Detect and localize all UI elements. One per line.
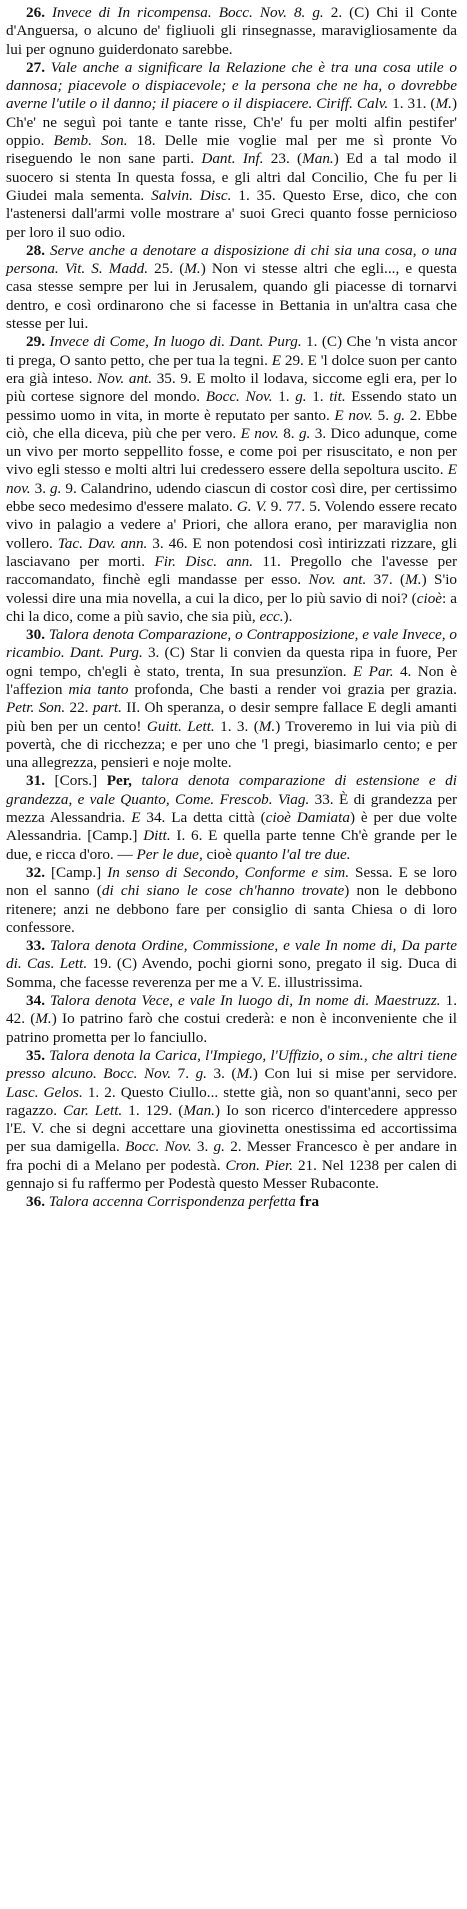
entry-text: M. [236, 1065, 253, 1083]
dictionary-entry-33 [6, 937, 457, 992]
entry-text: Salvin. Disc. [151, 186, 232, 204]
dictionary-entry-29 [6, 333, 457, 626]
entry-text: 1. (C) Che 'n vista ancor ti pregа, O santo petto, che per tua la tegni. [6, 333, 458, 369]
entry-text: 9. 77. 5. Volendo essere recato vivo in palagio a vedere a' Priori, che allora erano, per maraviglia non vollero. [6, 498, 457, 552]
entry-text: mia tanto [68, 680, 129, 698]
entry-text: ) Non vi stesse altri che egli..., e questa casa stesse sempre per lui in Jerusalem, quando gli piacesse di tornarvi dentro, e così ordinarono che si facesse in Bettania in un'altra casa che stesse per lui. [6, 260, 457, 333]
entry-text: 29. E 'l dolce suon per canto era già inteso. [6, 351, 457, 387]
entry-text: Guitt. Lett. [146, 717, 215, 735]
entry-text: g. [393, 406, 406, 424]
entry-text: ecc. [259, 607, 284, 625]
entry-text: ). [283, 607, 293, 625]
entry-text: Car. Lett. [63, 1101, 123, 1119]
entry-text: ) è per due volte Alessandria. [Camp.] [6, 809, 457, 845]
entry-text: Talora denota Ordine, Commissione, e vale In nome di, Da parte di. Cas. Lett. [6, 937, 457, 973]
entry-number: 30. [26, 626, 45, 644]
dictionary-entry-34 [6, 992, 457, 1047]
entry-text: g. [213, 1138, 225, 1156]
entry-text: Fir. Disc. ann. [154, 552, 253, 570]
dictionary-entry-28 [6, 242, 457, 333]
entry-text: 3. [30, 479, 51, 497]
entry-text: 1. 35. Questo Erse, dico, che con l'astenersi dall'armi volle mostrare a' suoi Greci quanto fosse pernicioso per loro il suo odio. [6, 186, 457, 241]
entry-text: Talora denota la Carica, l'Impiego, l'Uffizio, o sim., che altri tiene presso alcuno. Bocc. Nov. [6, 1046, 457, 1083]
entry-text: 7. [171, 1065, 196, 1083]
entry-text: tit. [329, 388, 346, 406]
entry-text: Invece di In ricompensa. Bocc. Nov. 8. g. [44, 4, 324, 21]
entry-number: 33. [26, 937, 45, 955]
entry-text: E nov. [240, 424, 279, 442]
entry-text: Talora accenna Corrispondenza perfetta [44, 1193, 300, 1211]
entry-text: Nov. ant. [97, 369, 153, 387]
entry-text: ) Troveremo in lui via più di povertà, che di ricchezza; e per uno che 'l pregi, biasimarlo cento; e per una allegrezza, pensieri e noje molte. [6, 717, 457, 772]
entry-text: ) Ed a tal modo il suocero si stenta In questa fossa, e gli altri dal Concilio, Che fu per li Giudei mala sementa. [6, 150, 457, 204]
entry-text: ) S'io volessi dire una mia novella, a cui la dico, per lo più savio di noi? ( [6, 571, 458, 607]
entry-text: E Par. [353, 662, 394, 680]
dictionary-entry-27 [6, 59, 457, 242]
entry-text: g. [299, 424, 311, 442]
entry-text: ) non le debbono ritenere; anzi ne debbono fare per consiglio di santa Chiesa o di loro confessore. [6, 882, 458, 936]
entry-text: g. [50, 479, 62, 497]
entry-text: cioè Damiata [265, 809, 350, 827]
entry-text: Lasc. Gelos. [6, 1083, 83, 1101]
entry-text: Per le due [136, 845, 199, 863]
entry-text: Bocc. Nov. [205, 388, 273, 406]
entry-text: 21. Nel 1238 per calen di gennajo si fu raffermo per Podestà questo Messer Rubaconte. [6, 1156, 457, 1192]
entry-text: 3. Dico adunque, come un vivo per morto seppellito fosse, e come poi per risuscitato, e non per vivo egli stesso e molti altri lui credessero essere della sepoltura uscito. [6, 424, 457, 479]
entry-text: Bocc. Nov. [125, 1138, 192, 1156]
entry-text: II. Oh speranza, o desir sempre fallace E degli amanti più ben per un cento! [6, 699, 458, 735]
entry-text: E nov. [6, 461, 457, 497]
entry-number: 34. [26, 992, 45, 1010]
entry-text: g. [195, 1065, 207, 1083]
entry-text: 9. Calandrino, udendo ciascun di costor così dire, per certissimo ebbe seco medesimo d'essere malato. [6, 479, 458, 516]
entry-text: 1. 3. ( [214, 717, 259, 735]
entry-text: 1. 129. ( [122, 1101, 184, 1119]
entry-text: Invece di Come, In luogo di. Dant. Purg. [44, 333, 302, 351]
entry-text: M. [184, 260, 201, 278]
dictionary-entry-36 [6, 1193, 457, 1211]
entry-text: 3. [191, 1138, 214, 1156]
entry-text: Essendo stato un pessimo uomo in vita, in morte è reputato per santo. [6, 388, 457, 424]
entry-text: Per, [106, 772, 132, 790]
entry-text: 19. (C) Avendo, pochi giorni sono, pregato il sig. Duca di Somma, che facesse reverenza per me a V. E. illustrissima. [6, 955, 458, 991]
entry-number: 28. [26, 241, 45, 259]
entry-text: quanto l'al tre due. [235, 845, 351, 863]
entry-text: [Camp.] [44, 863, 108, 881]
entry-text: Man. [183, 1101, 215, 1119]
entry-text: 3. ( [206, 1065, 237, 1083]
entry-text: Ditt. [143, 827, 171, 845]
entry-text: In senso di Secondo, Conforme e sim. [107, 863, 350, 881]
entry-text: talora denota comparazione di estensione e di grandezza, e vale Quanto, Come. Frescob. Viag. [6, 772, 457, 808]
entry-text: ) Io son ricerco d'intercedere appresso l'E. V. che si degni accettare una giovinetta onestissima ed accortissima per sua damigella. [6, 1101, 457, 1156]
entry-text: ) Ch'e' ne seguì poi tante e tante risse, Ch'e' fu per molti alfin pestifer' oppio. [6, 95, 457, 150]
entry-text: 11. Pregollo che l'avesse per raccomandato, finchè egli mandasse per esso. [6, 552, 458, 589]
entry-text: Sessa. E se loro non el sanno ( [6, 863, 457, 900]
entry-number: 31. [26, 772, 45, 790]
entry-text: profonda, Che basti a render voi grazia per grazia. [128, 680, 457, 698]
entry-text: Cron. Pier. [225, 1156, 294, 1174]
entry-text: , cioè [198, 845, 236, 863]
entry-text: Vale anche a significare la Relazione che è tra una cosa utile o dannosa; piacevole o dispiacevole; e la persona che ne ha, o dovrebbe averne l'utile o il danno; il piacere o il dispiacere. Ciriff. Calv. [6, 58, 457, 113]
dictionary-entry-35 [6, 1047, 457, 1193]
entry-text: 23. ( [263, 150, 303, 168]
entry-number: 27. [26, 58, 45, 76]
entry-number: 32. [26, 863, 45, 881]
entry-text: Petr. Son. [6, 699, 66, 717]
entry-text: 3. 46. E non potendosi così intirizzati rizzare, gli lasciavano per morti. [6, 534, 457, 570]
entry-text: fra [299, 1193, 320, 1211]
entry-text: 34. La detta città ( [140, 809, 266, 827]
entry-text: 2. (C) Chi il Conte d'Anguersa, o alcuno de' figliuoli gli rinsegnasse, maravigliosamente da lui per ognuno guiderdonato sarebbe. [6, 4, 457, 58]
entry-text: M. [405, 571, 422, 589]
entry-text: 1. 2. Questo Ciullo... stette già, non so quant'anni, seco per ragazzo. [6, 1083, 458, 1119]
entry-text: cioè [416, 589, 443, 607]
entry-text: Man. [302, 150, 334, 168]
entry-text: G. V. [236, 498, 267, 516]
entry-text: g. [295, 388, 307, 406]
entry-text: Serve anche a denotare a disposizione di chi sia una cosa, o una persona. Vit. S. Madd. [6, 241, 457, 278]
dictionary-entry-26 [6, 4, 457, 59]
entry-text: 1. 31. ( [388, 95, 436, 113]
entry-text: 25. ( [148, 260, 185, 278]
entry-number: 29. [26, 333, 45, 351]
entry-text: E nov. [334, 406, 373, 424]
entry-text: 1. [306, 388, 330, 406]
entry-text: 8. [278, 424, 299, 442]
entry-text: M. [435, 95, 452, 113]
entry-text: : a chi la dico, come a più savio, che sia più, [6, 589, 457, 625]
entry-text: 3. (C) Star li convien da questa ripa in fuore, Per ogni tempo, ch'egli è stato, trenta, In sua presunzïon. [6, 644, 457, 680]
dictionary-entry-32 [6, 864, 457, 937]
entry-text: part. [92, 699, 122, 717]
entry-text: ) Con lui si mise per servidore. [252, 1065, 458, 1083]
entry-text: M. [35, 1010, 52, 1028]
entry-text: Bemb. Son. [53, 132, 128, 150]
entry-text: Dant. Inf. [201, 150, 264, 168]
entry-text: 35. 9. E molto il lodava, siccome egli era, per lo più cortese signore del mondo. [6, 369, 457, 406]
entry-text: E [271, 351, 282, 369]
entry-text: 1. 42. ( [6, 992, 458, 1028]
entry-text: Talora denota Comparazione, o Contrapposizione, e vale Invece, o ricambio. Dant. Purg. [6, 626, 457, 662]
entry-text: ) Io patrino farò che costui crederà: e non è inconveniente che il patrino prometta per lo fanciullo. [6, 1010, 457, 1046]
entry-number: 35. [26, 1046, 45, 1064]
entry-text: 37. ( [366, 571, 406, 589]
entry-number: 26. [26, 4, 45, 21]
entry-text: [Cors.] [44, 772, 107, 790]
entry-text: 2. Messer Francesco è per andare in fra pochi di a Melano per podestà. [6, 1138, 457, 1174]
entry-text: 2. Ebbe ciò, che ella diceva, più che per vero. [6, 406, 458, 442]
entry-text: E [131, 809, 141, 827]
dictionary-entry-30 [6, 626, 457, 772]
entry-text: 4. Non è l'affezion [6, 662, 458, 698]
entry-text: M. [258, 717, 276, 735]
entry-text: 1. [272, 388, 296, 406]
entry-text: Nov. ant. [308, 571, 367, 589]
entry-text: I. 6. E quella parte tenne Ch'è grande per le due, e ricca d'oro. — [6, 827, 458, 863]
entry-text: Talora denota Vece, e vale In luogo di, In nome di. Maestruzz. [44, 992, 441, 1010]
dictionary-entry-31 [6, 772, 457, 863]
entry-number: 36. [26, 1193, 45, 1211]
entry-text: 5. [372, 406, 394, 424]
entry-text: 18. Delle mie voglie mal per me sì pronte Vo riseguendo le non sane parti. [6, 132, 457, 168]
entry-text: Tac. Dav. ann. [57, 534, 148, 552]
entry-text: di chi siano le cose ch'hanno trovate [101, 882, 345, 900]
entry-text: 33. È di grandezza per mezza Alessandria. [6, 790, 458, 827]
entry-text: 22. [65, 699, 93, 717]
